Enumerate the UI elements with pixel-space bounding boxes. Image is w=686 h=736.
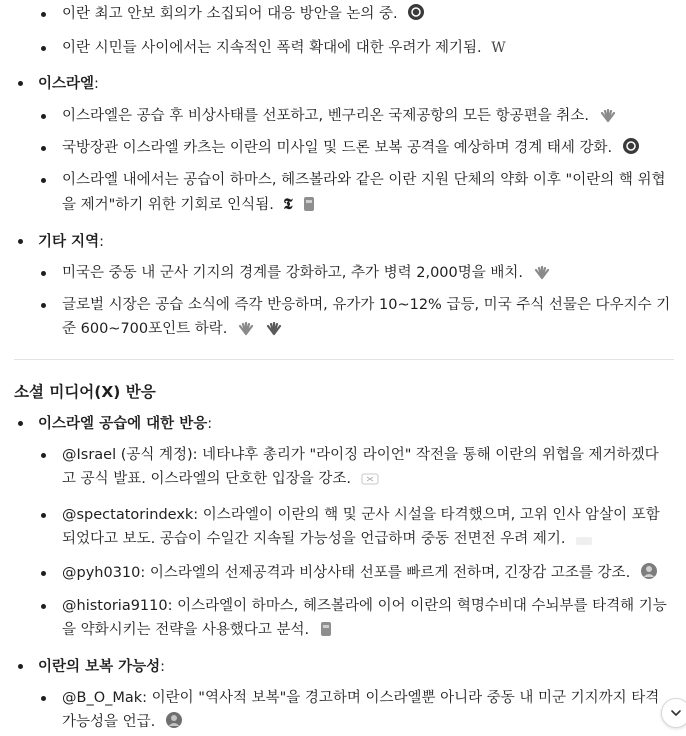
x-post-icon[interactable] [575, 536, 593, 546]
bullet [41, 12, 46, 17]
section-title: 이란의 보복 가능성: [38, 659, 166, 675]
list-item-text: @Israel (공식 계정): 네타냐후 총리가 "라이징 라이언" 작전을 통해 이란의 위협을 제거하겠다고 공식 발표. 이스라엘의 단호한 입장을 강조. [62, 447, 659, 487]
list-item-text: 미국은 중동 내 군사 기지의 경계를 강화하고, 추가 병력 2,000명을 배치. [62, 265, 523, 281]
list-item-text: 이란 시민들 사이에서는 지속적인 폭력 확대에 대한 우려가 제기됨. [62, 40, 482, 56]
list-item [0, 561, 686, 585]
x-post-icon[interactable] [361, 472, 379, 486]
bullet [41, 571, 46, 576]
list-item-text: 이스라엘은 공습 후 비상사태를 선포하고, 벤구리온 국제공항의 모든 항공편을 취소. [62, 108, 589, 124]
bullet [18, 421, 23, 426]
list-item-text: @B_O_Mak: 이란이 "역사적 보복"을 경고하며 이스라엘뿐 아니라 중동 내 미군 기지까지 타격 가능성을 언급. [62, 690, 660, 730]
bullet [41, 178, 46, 183]
reuters-dot-icon[interactable] [407, 3, 425, 21]
list-item [0, 594, 686, 642]
bullet [41, 453, 46, 458]
list-item [0, 686, 686, 734]
bullet [41, 46, 46, 51]
section-divider [14, 359, 674, 360]
list-item-text: 이란 최고 안보 회의가 소집되어 대응 방안을 논의 중. [62, 6, 398, 22]
bullet [41, 271, 46, 276]
section-other-regions [0, 230, 686, 254]
bullet [18, 81, 23, 86]
list-item [0, 261, 686, 285]
section-title: 이스라엘 공습에 대한 반응: [38, 416, 213, 432]
nbc-peacock-icon[interactable] [533, 266, 551, 280]
gray-favicon-icon[interactable] [302, 196, 316, 212]
bullet [41, 604, 46, 609]
scroll-down-button[interactable] [661, 698, 686, 728]
bullet [18, 239, 23, 244]
list-item [0, 36, 686, 60]
list-item-text: @spectatorindexk: 이스라엘이 이란의 핵 및 군사 시설을 타격했으며, 고위 인사 암살이 포함되었다고 보도. 공습이 수일간 지속될 가능성을 언급하며 중동 전면전 우려 제기. [62, 507, 660, 547]
bullet [41, 146, 46, 151]
list-item [0, 293, 686, 341]
list-item [0, 104, 686, 128]
list-item-text: 국방장관 이스라엘 카츠는 이란의 미사일 및 드론 보복 공격을 예상하며 경계 태세 강화. [62, 140, 613, 156]
nbc-peacock-icon[interactable] [599, 109, 617, 123]
gray-favicon-icon[interactable] [319, 621, 333, 637]
section-title: 기타 지역: [38, 234, 104, 250]
bullet [41, 513, 46, 518]
wikipedia-w-icon[interactable]: W [491, 40, 506, 56]
section-retaliation [0, 655, 686, 679]
chevron-down-icon [670, 707, 682, 719]
list-item [0, 443, 686, 491]
list-item-text: 글로벌 시장은 공습 소식에 즉각 반응하며, 유가가 10~12% 급등, 미국 주식 선물은 다우지수 기준 600~700포인트 하락. [62, 297, 671, 337]
reuters-dot-icon[interactable] [622, 137, 640, 155]
avatar-icon[interactable] [165, 711, 183, 729]
section-heading: 소셜 미디어(X) 반응 [14, 383, 156, 401]
nbc-peacock-icon[interactable] [265, 322, 283, 336]
nbc-peacock-icon[interactable] [237, 322, 255, 336]
bullet [41, 114, 46, 119]
section-reaction [0, 412, 686, 436]
list-item [0, 136, 686, 160]
list-item [0, 168, 686, 217]
list-item-text: @historia9110: 이스라엘이 하마스, 헤즈볼라에 이어 이란의 혁명수비대 수뇌부를 타격해 기능을 약화시키는 전략을 사용했다고 분석. [62, 598, 667, 638]
bullet [18, 664, 23, 669]
section-title: 이스라엘: [38, 76, 99, 92]
list-item [0, 2, 686, 26]
bullet [41, 303, 46, 308]
bullet [41, 696, 46, 701]
avatar-icon[interactable] [640, 562, 658, 580]
section-israel [0, 72, 686, 96]
nyt-logo-icon[interactable]: 𝕿 [283, 195, 293, 213]
list-item-text: 이스라엘 내에서는 공습이 하마스, 헤즈볼라와 같은 이란 지원 단체의 약화 이후 "이란의 핵 위협을 제거"하기 위한 기회로 인식됨. [62, 172, 666, 213]
list-item [0, 503, 686, 551]
list-item-text: @pyh0310: 이스라엘의 선제공격과 비상사태 선포를 빠르게 전하며, 긴장감 고조를 강조. [62, 565, 631, 581]
